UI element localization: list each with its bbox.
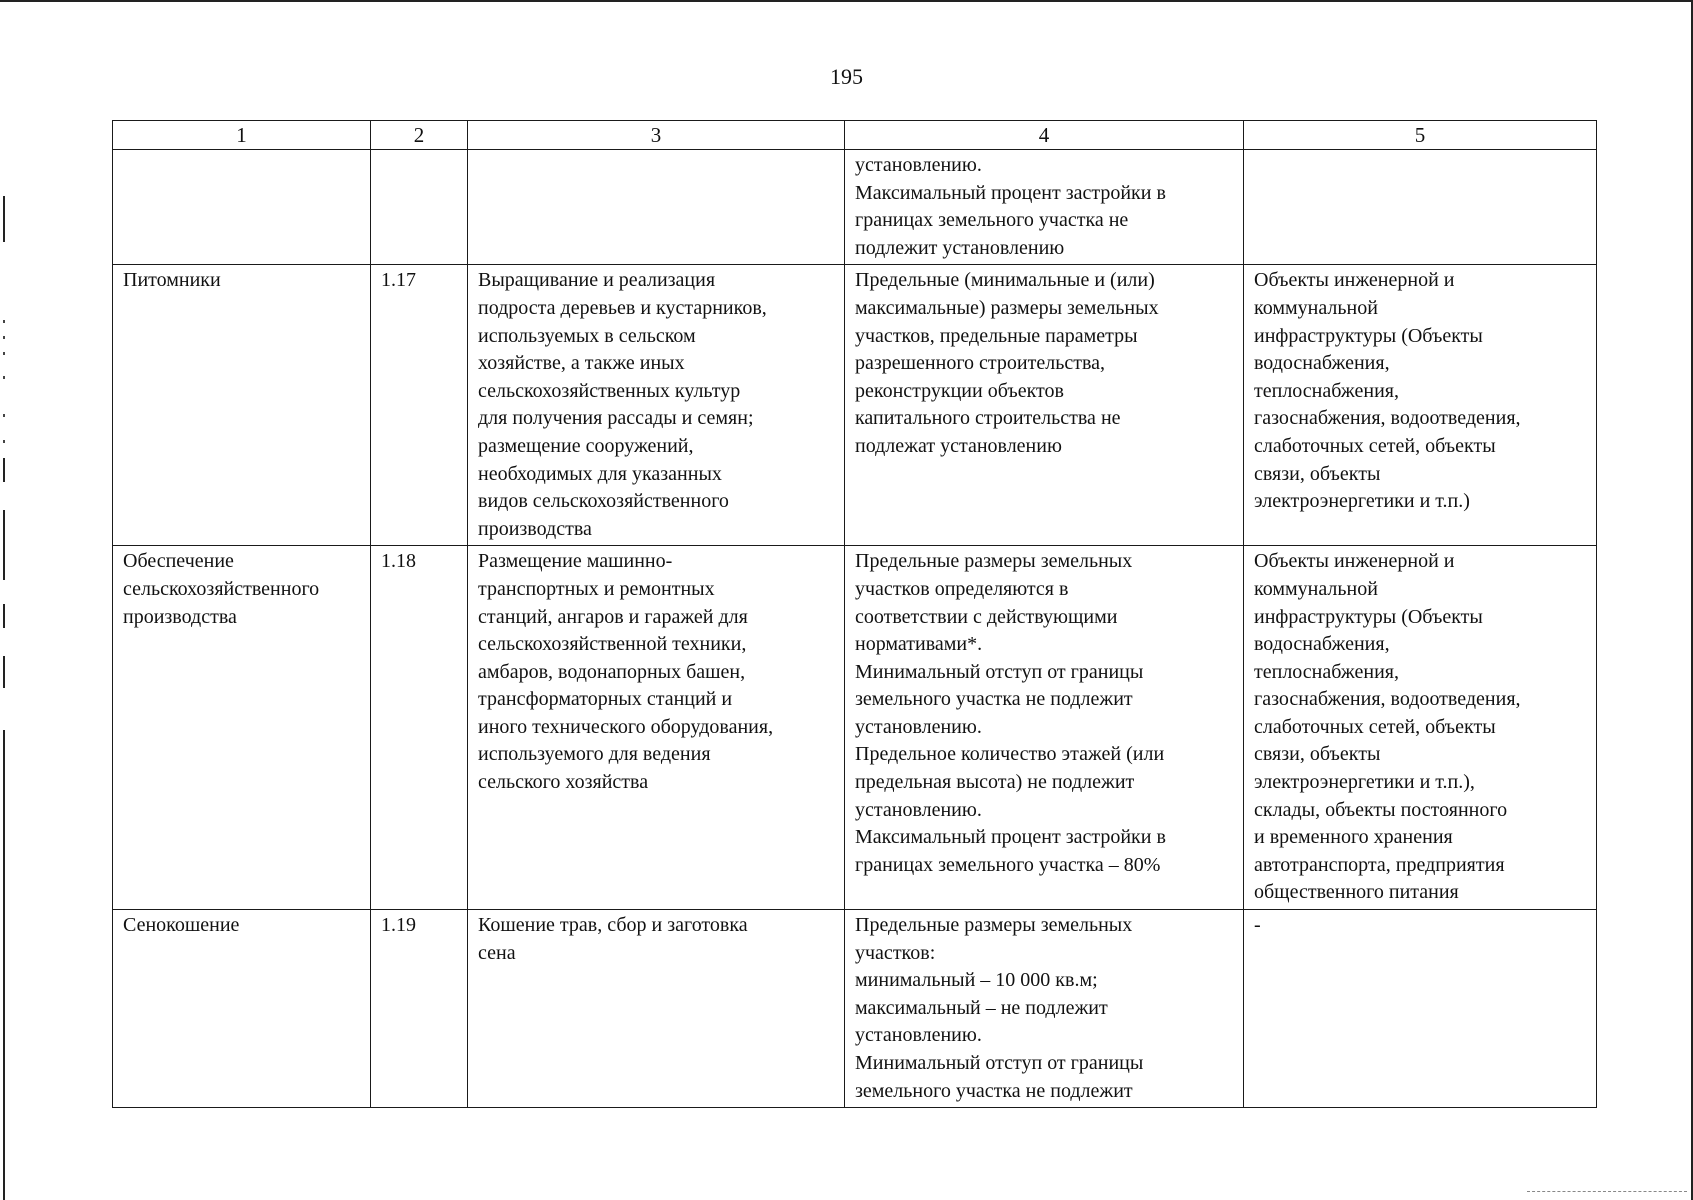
cell-text-line: нормативами*. [855,633,983,656]
cell-text-line: сельского хозяйства [478,771,649,794]
cell-text-line: инфраструктуры (Объекты [1254,605,1483,628]
cell-text-line: производства [123,605,237,628]
cell-text-line: Кошение трав, сбор и заготовка [478,914,748,937]
cell-text-line: водоснабжения, [1254,352,1390,375]
cell-text-line: сельскохозяйственной техники, [478,633,747,656]
cell-text-line: установлению. [855,154,982,176]
cell-text-line: электроэнергетики и т.п.) [1254,490,1470,513]
cell-text-line: видов сельскохозяйственного [478,490,729,513]
cell-text-line: склады, объекты постоянного [1254,798,1508,821]
cell-text-line: используемого для ведения [478,743,711,766]
land-use-code-cell [371,265,468,546]
cell-text-line: коммунальной [1254,577,1378,600]
cell-text-line: подлежит установлению [855,236,1065,259]
cell-text-line: участков, предельные параметры [855,324,1138,347]
cell-text-line: границах земельного участка не [855,209,1129,232]
cell-text-line: 1.19 [381,914,416,937]
cell-text-line: подроста деревьев и кустарников, [478,296,767,319]
cell-text-line: Сенокошение [123,914,240,937]
cell-text-line: слаботочных сетей, объекты [1254,434,1496,457]
cell-text-line: хозяйстве, а также иных [478,352,685,375]
table-row [113,546,1597,910]
page-border-bottom [1527,1191,1687,1192]
cell-text-line: производства [478,517,592,540]
cell-text-line: транспортных и ремонтных [478,577,715,600]
land-use-parameters-cell [845,910,1244,1108]
land-use-name-cell [113,150,371,265]
cell-text-line: соответствии с действующими [855,605,1118,628]
cell-text-line: станций, ангаров и гаражей для [478,605,748,628]
auxiliary-uses-cell [1244,150,1597,265]
cell-text-line: Предельные размеры земельных [855,914,1133,937]
cell-text-line: Предельные (минимальные и (или) [855,269,1155,292]
cell-text-line: Размещение машинно- [478,550,673,573]
cell-text-line: Максимальный процент застройки в [855,181,1166,204]
cell-text-line: максимальные) размеры земельных [855,296,1159,319]
land-use-name-cell [113,265,371,546]
cell-text-line: границах земельного участка – 80% [855,853,1161,876]
land-use-description-cell [468,546,845,910]
cell-text-line: амбаров, водонапорных башен, [478,660,746,683]
table-row [113,910,1597,1108]
cell-text-line: - [1254,914,1261,937]
cell-text-line: слаботочных сетей, объекты [1254,715,1496,738]
land-use-name-cell [113,546,371,910]
land-use-description-cell [468,910,845,1108]
cell-text-line: Предельные размеры земельных [855,550,1133,573]
land-use-parameters-cell [845,265,1244,546]
land-use-name-cell [113,910,371,1108]
cell-text-line: сельскохозяйственных культур [478,379,741,402]
cell-text-line: теплоснабжения, [1254,379,1399,402]
page-number: 195 [830,64,863,89]
table-body [113,150,1597,1108]
cell-text-line: максимальный – не подлежит [855,996,1108,1019]
cell-text-line: используемых в сельском [478,324,696,347]
column-header: 3 [468,121,845,150]
cell-text-line: предельная высота) не подлежит [855,771,1135,794]
cell-text-line: установлению. [855,798,982,821]
table-header-row [113,121,1597,150]
cell-text-line: газоснабжения, водоотведения, [1254,407,1521,430]
land-use-parameters-cell [845,546,1244,910]
cell-text-line: Объекты инженерной и [1254,269,1455,292]
cell-text-line: размещение сооружений, [478,434,694,457]
table-row [113,150,1597,265]
cell-text-line: подлежат установлению [855,434,1062,457]
cell-text-line: капитального строительства не [855,407,1121,430]
cell-text-line: водоснабжения, [1254,633,1390,656]
cell-text-line: земельного участка не подлежит [855,1079,1133,1102]
land-use-code-cell [371,150,468,265]
cell-text-line: Предельное количество этажей (или [855,743,1165,766]
cell-text-line: связи, объекты [1254,462,1381,485]
cell-text-line: Минимальный отступ от границы [855,660,1144,683]
cell-text-line: электроэнергетики и т.п.), [1254,771,1475,794]
land-use-code-cell [371,910,468,1108]
cell-text-line: инфраструктуры (Объекты [1254,324,1483,347]
cell-text-line: Обеспечение [123,550,234,573]
cell-text-line: сена [478,941,516,964]
auxiliary-uses-cell [1244,910,1597,1108]
cell-text-line: участков определяются в [855,577,1069,600]
cell-text-line: Выращивание и реализация [478,269,716,292]
cell-text-line: 1.17 [381,269,416,292]
cell-text-line: автотранспорта, предприятия [1254,853,1505,876]
table-row [113,265,1597,546]
auxiliary-uses-cell [1244,265,1597,546]
land-use-description-cell [468,265,845,546]
cell-text-line: установлению. [855,1024,982,1047]
cell-text-line: связи, объекты [1254,743,1381,766]
cell-text-line: коммунальной [1254,296,1378,319]
cell-text-line: земельного участка не подлежит [855,688,1133,711]
cell-text-line: установлению. [855,715,982,738]
column-header: 5 [1244,121,1597,150]
cell-text-line: иного технического оборудования, [478,715,774,738]
cell-text-line: газоснабжения, водоотведения, [1254,688,1521,711]
cell-text-line: Максимальный процент застройки в [855,826,1166,849]
cell-text-line: реконструкции объектов [855,379,1064,402]
cell-text-line: общественного питания [1254,881,1459,904]
cell-text-line: 1.18 [381,550,416,573]
auxiliary-uses-cell [1244,546,1597,910]
land-use-description-cell [468,150,845,265]
cell-text-line: минимальный – 10 000 кв.м; [855,969,1098,992]
page-border-left [0,0,8,1200]
column-header: 2 [371,121,468,150]
column-header: 1 [113,121,371,150]
land-use-code-cell [371,546,468,910]
column-header: 4 [845,121,1244,150]
land-use-parameters-cell [845,150,1244,265]
cell-text-line: для получения рассады и семян; [478,407,754,430]
cell-text-line: трансформаторных станций и [478,688,733,711]
cell-text-line: Минимальный отступ от границы [855,1052,1144,1074]
cell-text-line: сельскохозяйственного [123,577,320,600]
cell-text-line: Объекты инженерной и [1254,550,1455,573]
cell-text-line: теплоснабжения, [1254,660,1399,683]
cell-text-line: Питомники [123,269,221,292]
cell-text-line: и временного хранения [1254,826,1453,849]
page-border-top [0,0,1693,2]
cell-text-line: разрешенного строительства, [855,352,1105,375]
zoning-table [112,120,1597,1108]
cell-text-line: участков: [855,941,936,964]
cell-text-line: необходимых для указанных [478,462,722,485]
